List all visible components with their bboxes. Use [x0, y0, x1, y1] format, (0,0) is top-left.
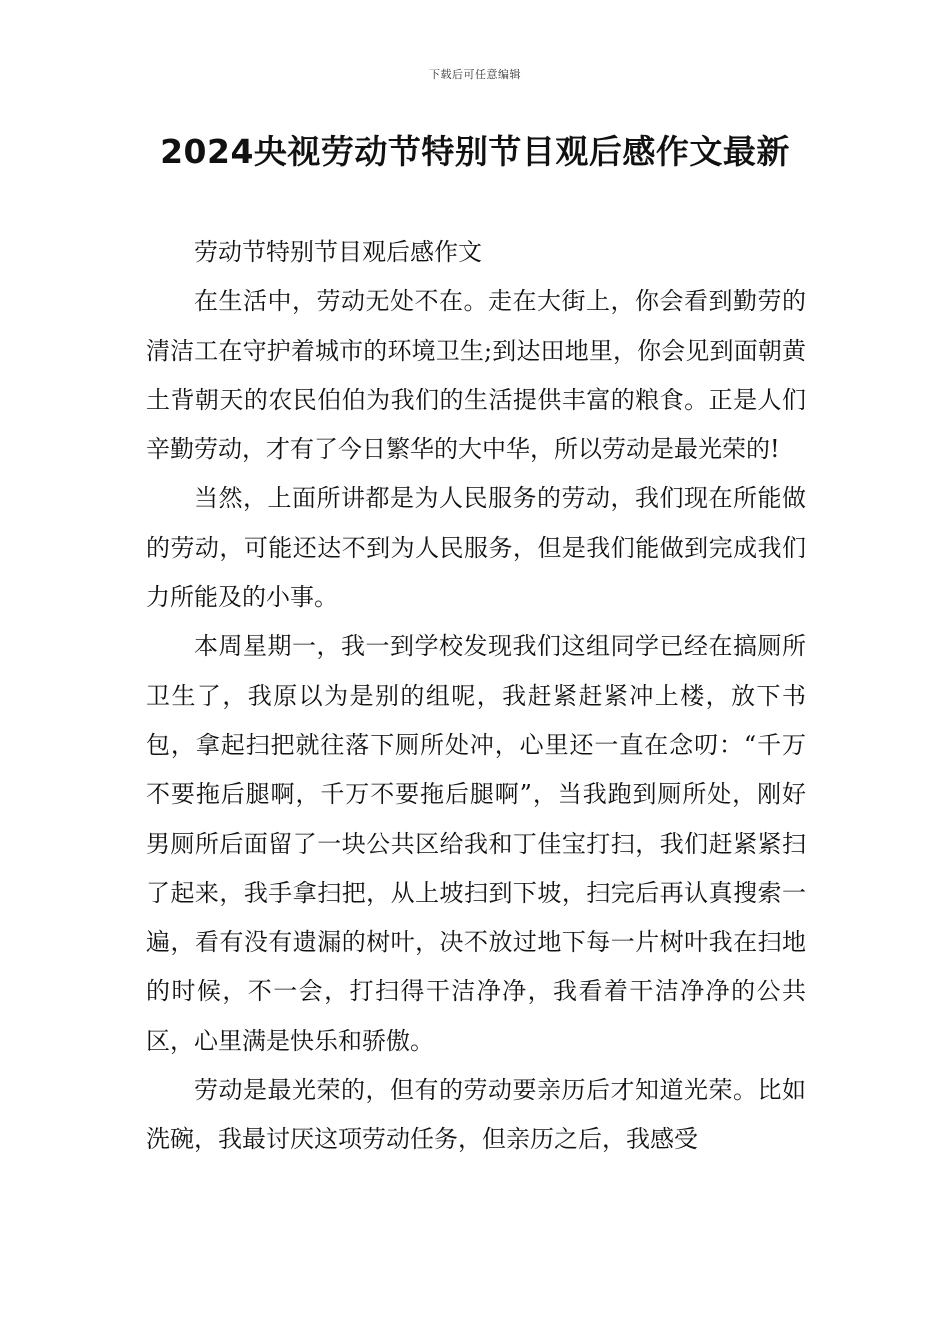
header-note: 下载后可任意编辑	[429, 68, 521, 81]
paragraph: 劳动是最光荣的，但有的劳动要亲历后才知道光荣。比如洗碗，我最讨厌这项劳动任务，但亲历之后，我感受	[146, 1076, 806, 1154]
document-title: 2024央视劳动节特别节目观后感作文最新	[160, 132, 790, 171]
document-body	[146, 228, 806, 1165]
paragraph-subtitle: 劳动节特别节目观后感作文	[194, 238, 482, 266]
paragraph: 本周星期一，我一到学校发现我们这组同学已经在搞厕所卫生了，我原以为是别的组呢，我赶紧赶紧冲上楼，放下书包，拿起扫把就往落下厕所处冲，心里还一直在念叨：“千万不要拖后腿啊，千万不要拖后腿啊”，当我跑到厕所处，刚好男厕所后面留了一块公共区给我和丁佳宝打扫，我们赶紧紧扫了起来，我手拿扫把，从上坡扫到下坡，扫完后再认真搜索一遍，看有没有遗漏的树叶，决不放过地下每一片树叶我在扫地的时候，不一会，打扫得干洁净净，我看着干洁净净的公共区，心里满是快乐和骄傲。	[146, 632, 806, 1055]
paragraph: 在生活中，劳动无处不在。走在大街上，你会看到勤劳的清洁工在守护着城市的环境卫生;到达田地里，你会见到面朝黄土背朝天的农民伯伯为我们的生活提供丰富的粮食。正是人们辛勤劳动，才有了今日繁华的大中华，所以劳动是最光荣的!	[146, 287, 806, 464]
paragraph: 当然，上面所讲都是为人民服务的劳动，我们现在所能做的劳动，可能还达不到为人民服务，但是我们能做到完成我们力所能及的小事。	[146, 484, 806, 612]
